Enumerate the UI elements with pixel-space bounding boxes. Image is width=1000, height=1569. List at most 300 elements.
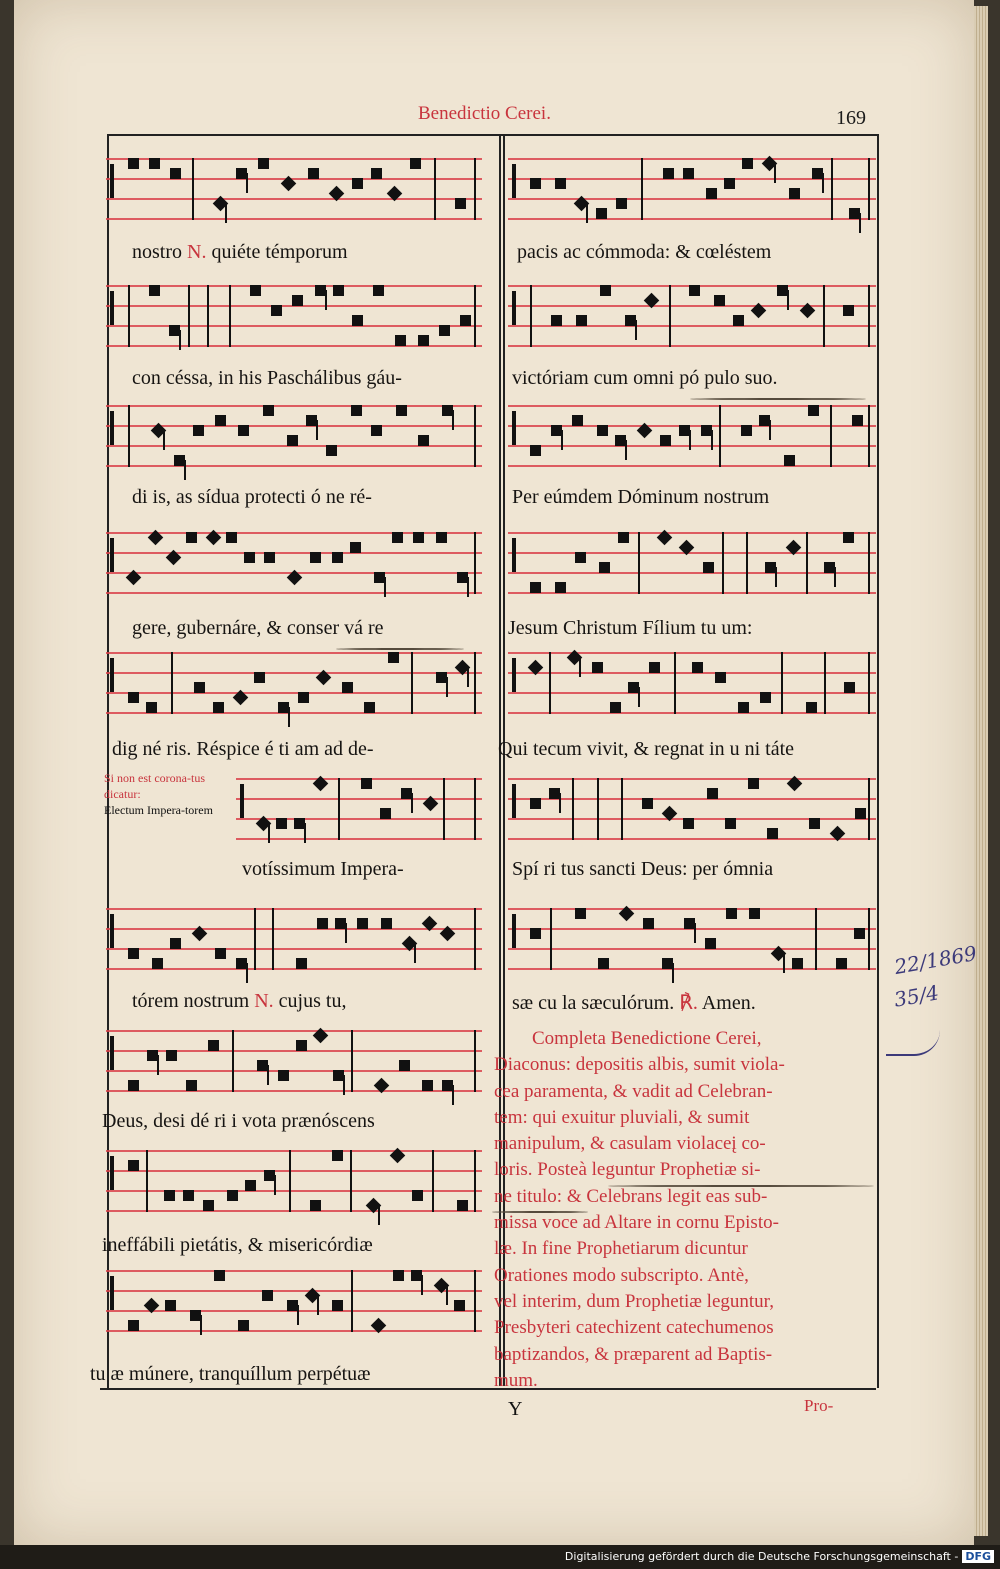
pencil-underline xyxy=(690,398,866,400)
square-note xyxy=(128,158,139,169)
square-note xyxy=(844,682,855,693)
music-staff xyxy=(106,1270,482,1334)
bar-line xyxy=(824,652,826,714)
square-note xyxy=(128,692,139,703)
staff-line xyxy=(508,198,876,200)
square-note xyxy=(271,305,282,316)
square-note xyxy=(128,1080,139,1091)
square-note xyxy=(460,315,471,326)
square-note xyxy=(371,425,382,436)
note-stem xyxy=(384,577,386,597)
bar-line xyxy=(868,285,870,347)
square-note xyxy=(598,958,609,969)
rubric-line: cea paramenta, & vadit ad Celebran- xyxy=(494,1080,773,1102)
square-note xyxy=(214,1270,225,1281)
clef-icon xyxy=(512,411,516,445)
clef-icon xyxy=(110,291,114,325)
running-title: Benedictio Cerei. xyxy=(418,103,551,124)
square-note xyxy=(186,532,197,543)
staff-line xyxy=(106,652,482,654)
lyric-line: gere, gubernáre, & conser vá re xyxy=(132,617,384,639)
music-staff xyxy=(236,778,482,842)
lyric-line: Qui tecum vivit, & regnat in u ni táte xyxy=(498,738,795,760)
bar-line xyxy=(722,532,724,594)
lyric-line: dig né ris. Réspice é ti am ad de- xyxy=(112,738,374,760)
square-note xyxy=(350,542,361,553)
rubric-line: manipulum, & casulam violaceį co- xyxy=(494,1133,766,1155)
staff-line xyxy=(106,1330,482,1332)
square-note xyxy=(203,1200,214,1211)
square-note xyxy=(170,938,181,949)
square-note xyxy=(836,958,847,969)
square-note xyxy=(784,455,795,466)
bar-line xyxy=(474,1270,476,1332)
note-stem xyxy=(325,290,327,310)
bar-line xyxy=(868,908,870,970)
bar-line xyxy=(474,1030,476,1092)
note-stem xyxy=(246,173,248,193)
square-note xyxy=(572,415,583,426)
bar-line xyxy=(254,908,256,970)
staff-line xyxy=(508,692,876,694)
bar-line xyxy=(351,1270,353,1332)
square-note xyxy=(705,938,716,949)
square-note xyxy=(166,1050,177,1061)
bar-line xyxy=(830,405,832,467)
staff-line xyxy=(106,692,482,694)
note-stem xyxy=(467,577,469,597)
staff-line xyxy=(106,1290,482,1292)
square-note xyxy=(806,702,817,713)
note-stem xyxy=(635,320,637,340)
bar-line xyxy=(474,158,476,220)
square-note xyxy=(194,682,205,693)
note-stem xyxy=(559,793,561,813)
note-stem xyxy=(561,430,563,450)
square-note xyxy=(749,908,760,919)
square-note xyxy=(843,305,854,316)
bar-line xyxy=(229,285,231,347)
bar-line xyxy=(350,1150,352,1212)
square-note xyxy=(149,158,160,169)
note-stem xyxy=(694,923,696,943)
staff-line xyxy=(508,798,876,800)
rubric-line: tem: qui exuitur pluviali, & sumit xyxy=(494,1106,750,1128)
square-note xyxy=(738,702,749,713)
square-note xyxy=(276,818,287,829)
staff-line xyxy=(106,178,482,180)
clef-icon xyxy=(110,914,114,948)
bar-line xyxy=(351,1030,353,1092)
staff-line xyxy=(106,405,482,407)
square-note xyxy=(600,285,611,296)
staff-line xyxy=(106,1150,482,1152)
note-stem xyxy=(297,1305,299,1325)
note-stem xyxy=(711,430,713,450)
square-note xyxy=(689,285,700,296)
bar-line xyxy=(474,532,476,594)
square-note xyxy=(165,1300,176,1311)
staff-line xyxy=(236,838,482,840)
rubric-line: Orationes modo subscripto. Antè, xyxy=(494,1264,749,1286)
staff-line xyxy=(106,1050,482,1052)
square-note xyxy=(254,672,265,683)
staff-line xyxy=(508,838,876,840)
music-staff xyxy=(508,158,876,222)
note-stem xyxy=(834,567,836,587)
note-stem xyxy=(163,430,165,450)
staff-line xyxy=(106,948,482,950)
square-note xyxy=(439,325,450,336)
page-number: 169 xyxy=(836,107,866,129)
square-note xyxy=(410,158,421,169)
staff-line xyxy=(106,1170,482,1172)
square-note xyxy=(597,425,608,436)
square-note xyxy=(422,1080,433,1091)
square-note xyxy=(852,415,863,426)
bar-line xyxy=(432,1150,434,1212)
staff-line xyxy=(508,445,876,447)
bar-line xyxy=(232,1030,234,1092)
bar-line xyxy=(474,652,476,714)
music-staff xyxy=(508,405,876,469)
music-staff xyxy=(106,652,482,716)
handwritten-note: 22/1869 xyxy=(892,940,979,980)
note-stem xyxy=(267,1065,269,1085)
square-note xyxy=(530,445,541,456)
square-note xyxy=(649,662,660,673)
square-note xyxy=(792,958,803,969)
lyric-line: nostro N. quiéte témporum xyxy=(132,241,348,263)
rubric-line: Diaconus: depositis albis, sumit viola- xyxy=(494,1054,785,1076)
rubric-line: baptizandos, & præparent ad Baptis- xyxy=(494,1343,773,1365)
note-stem xyxy=(414,943,416,963)
staff-line xyxy=(106,712,482,714)
pencil-underline xyxy=(492,1211,588,1213)
lyric-line: votíssimum Impera- xyxy=(242,858,404,880)
note-stem xyxy=(452,1085,454,1105)
bar-line xyxy=(831,158,833,220)
square-note xyxy=(333,285,344,296)
square-note xyxy=(854,928,865,939)
square-note xyxy=(310,552,321,563)
note-stem xyxy=(774,163,776,183)
square-note xyxy=(193,425,204,436)
square-note xyxy=(742,158,753,169)
square-note xyxy=(642,798,653,809)
square-note xyxy=(436,532,447,543)
square-note xyxy=(855,808,866,819)
square-note xyxy=(226,532,237,543)
clef-icon xyxy=(110,538,114,572)
response-symbol: ℟. xyxy=(679,992,698,1014)
square-note xyxy=(707,788,718,799)
square-note xyxy=(381,918,392,929)
square-note xyxy=(530,928,541,939)
note-stem xyxy=(200,1315,202,1335)
square-note xyxy=(618,532,629,543)
staff-line xyxy=(106,672,482,674)
square-note xyxy=(317,918,328,929)
lyric-line: Jesum Christum Fílium tu um: xyxy=(508,617,753,639)
book-page xyxy=(14,0,979,1545)
rubric-line: læ. In fine Prophetiarum dicuntur xyxy=(494,1238,748,1260)
lyric-line: Deus, desi dé ri i vota prænóscens xyxy=(102,1110,375,1132)
lyric-line: victóriam cum omni pó pulo suo. xyxy=(512,367,778,389)
note-stem xyxy=(246,963,248,983)
bar-line xyxy=(338,778,340,840)
note-stem xyxy=(378,1205,380,1225)
lyric-line: Spí ri tus sancti Deus: per ómnia xyxy=(512,858,774,880)
amen: Amen. xyxy=(701,992,756,1014)
music-staff xyxy=(106,1150,482,1214)
bar-line xyxy=(868,405,870,467)
clef-icon xyxy=(512,538,516,572)
square-note xyxy=(748,778,759,789)
bar-line xyxy=(530,285,532,347)
square-note xyxy=(714,295,725,306)
bar-line xyxy=(272,908,274,970)
bar-line xyxy=(823,285,825,347)
square-note xyxy=(342,682,353,693)
page-edge xyxy=(974,6,988,1536)
bar-line xyxy=(868,158,870,220)
clef-icon xyxy=(512,164,516,198)
pencil-underline xyxy=(608,1185,874,1187)
square-note xyxy=(170,168,181,179)
square-note xyxy=(413,532,424,543)
square-note xyxy=(616,198,627,209)
clef-icon xyxy=(512,784,516,818)
note-stem xyxy=(446,1285,448,1305)
square-note xyxy=(310,1200,321,1211)
bar-line xyxy=(474,778,476,840)
note-stem xyxy=(775,567,777,587)
staff-line xyxy=(236,778,482,780)
square-note xyxy=(703,562,714,573)
square-note xyxy=(128,1160,139,1171)
square-note xyxy=(183,1190,194,1201)
staff-line xyxy=(508,345,876,347)
staff-line xyxy=(106,1030,482,1032)
bar-line xyxy=(443,778,445,840)
square-note xyxy=(692,662,703,673)
clef-icon xyxy=(110,1036,114,1070)
note-stem xyxy=(316,420,318,440)
note-stem xyxy=(579,657,581,677)
square-note xyxy=(215,948,226,959)
margin-rubric xyxy=(104,770,244,818)
music-staff xyxy=(508,532,876,596)
lyric-line: tu æ múnere, tranquíllum perpétuæ xyxy=(90,1363,371,1385)
square-note xyxy=(592,662,603,673)
square-note xyxy=(555,582,566,593)
bar-line xyxy=(128,285,130,347)
square-note xyxy=(128,1320,139,1331)
square-note xyxy=(726,908,737,919)
bar-line xyxy=(669,285,671,347)
catchword: Pro- xyxy=(804,1396,834,1415)
square-note xyxy=(146,702,157,713)
staff-line xyxy=(236,798,482,800)
clef-icon xyxy=(110,1276,114,1310)
square-note xyxy=(208,1040,219,1051)
square-note xyxy=(599,562,610,573)
staff-line xyxy=(508,908,876,910)
square-note xyxy=(660,435,671,446)
square-note xyxy=(715,672,726,683)
music-staff xyxy=(106,1030,482,1094)
square-note xyxy=(789,188,800,199)
square-note xyxy=(530,582,541,593)
note-stem xyxy=(672,963,674,983)
digitization-notice: Digitalisierung gefördert durch die Deutsche Forschungsgemeinschaft - xyxy=(564,1550,959,1563)
square-note xyxy=(575,908,586,919)
square-note xyxy=(326,445,337,456)
clef-icon xyxy=(512,291,516,325)
square-note xyxy=(551,315,562,326)
staff-line xyxy=(508,218,876,220)
bar-line xyxy=(474,908,476,970)
name-placeholder: N. xyxy=(187,241,207,263)
clef-icon xyxy=(110,164,114,198)
bar-line xyxy=(746,532,748,594)
square-note xyxy=(164,1190,175,1201)
square-note xyxy=(296,958,307,969)
square-note xyxy=(575,552,586,563)
music-staff xyxy=(106,532,482,596)
square-note xyxy=(263,405,274,416)
music-staff xyxy=(508,908,876,972)
staff-line xyxy=(508,425,876,427)
square-note xyxy=(418,335,429,346)
lyric-line: ineffábili pietátis, & misericórdiæ xyxy=(102,1234,373,1256)
music-staff xyxy=(508,285,876,349)
staff-line xyxy=(106,552,482,554)
square-note xyxy=(244,552,255,563)
staff-line xyxy=(106,218,482,220)
square-note xyxy=(760,692,771,703)
note-stem xyxy=(467,667,469,687)
note-stem xyxy=(822,173,824,193)
square-note xyxy=(733,315,744,326)
note-stem xyxy=(317,1295,319,1315)
square-note xyxy=(643,918,654,929)
square-note xyxy=(399,1060,410,1071)
note-stem xyxy=(268,823,270,843)
music-staff xyxy=(106,158,482,222)
clef-icon xyxy=(110,411,114,445)
lyric-line: tórem nostrum N. cujus tu, xyxy=(132,990,347,1012)
square-note xyxy=(373,285,384,296)
bar-line xyxy=(641,158,643,220)
staff-line xyxy=(508,325,876,327)
staff-line xyxy=(508,712,876,714)
bar-line xyxy=(572,778,574,840)
square-note xyxy=(296,1040,307,1051)
square-note xyxy=(767,828,778,839)
bar-line xyxy=(868,778,870,840)
square-note xyxy=(455,198,466,209)
note-stem xyxy=(411,793,413,813)
square-note xyxy=(706,188,717,199)
music-staff xyxy=(106,405,482,469)
music-staff xyxy=(508,778,876,842)
square-note xyxy=(352,315,363,326)
bar-line xyxy=(411,652,413,714)
square-note xyxy=(530,798,541,809)
lyric-line: pacis ac cómmoda: & cœléstem xyxy=(517,241,772,263)
square-note xyxy=(388,652,399,663)
square-note xyxy=(576,315,587,326)
staff-line xyxy=(508,552,876,554)
pencil-underline xyxy=(336,648,464,650)
staff-line xyxy=(508,465,876,467)
square-note xyxy=(332,552,343,563)
staff-line xyxy=(106,325,482,327)
handwritten-flourish xyxy=(886,1030,940,1056)
square-note xyxy=(298,692,309,703)
staff-line xyxy=(508,652,876,654)
bar-line xyxy=(549,652,551,714)
bar-line xyxy=(674,652,676,714)
square-note xyxy=(454,1300,465,1311)
staff-line xyxy=(106,1070,482,1072)
square-note xyxy=(741,425,752,436)
staff-line xyxy=(508,968,876,970)
note-stem xyxy=(859,213,861,233)
square-note xyxy=(215,415,226,426)
square-note xyxy=(287,435,298,446)
staff-line xyxy=(106,158,482,160)
note-stem xyxy=(638,687,640,707)
square-note xyxy=(227,1190,238,1201)
square-note xyxy=(364,702,375,713)
square-note xyxy=(278,1070,289,1081)
note-stem xyxy=(304,823,306,843)
rubric-line: ne titulo: & Celebrans legit eas sub- xyxy=(494,1185,768,1207)
music-staff xyxy=(508,652,876,716)
bar-line xyxy=(434,158,436,220)
rubric-line: vel interim, dum Prophetiæ leguntur, xyxy=(494,1290,774,1312)
square-note xyxy=(332,1300,343,1311)
staff-line xyxy=(106,285,482,287)
staff-line xyxy=(508,778,876,780)
bar-line xyxy=(868,652,870,714)
square-note xyxy=(663,168,674,179)
clef-icon xyxy=(512,658,516,692)
staff-line xyxy=(508,158,876,160)
note-stem xyxy=(225,203,227,223)
note-stem xyxy=(184,460,186,480)
margin-rubric-black: Electum Impera-torem xyxy=(104,803,213,817)
note-stem xyxy=(452,410,454,430)
square-note xyxy=(412,1190,423,1201)
square-note xyxy=(186,1080,197,1091)
square-note xyxy=(149,285,160,296)
square-note xyxy=(213,702,224,713)
note-stem xyxy=(783,953,785,973)
note-stem xyxy=(288,707,290,727)
staff-line xyxy=(508,532,876,534)
bar-line xyxy=(207,285,209,347)
square-note xyxy=(596,208,607,219)
note-stem xyxy=(586,203,588,223)
bar-line xyxy=(597,778,599,840)
square-note xyxy=(250,285,261,296)
bar-line xyxy=(621,778,623,840)
staff-line xyxy=(106,908,482,910)
